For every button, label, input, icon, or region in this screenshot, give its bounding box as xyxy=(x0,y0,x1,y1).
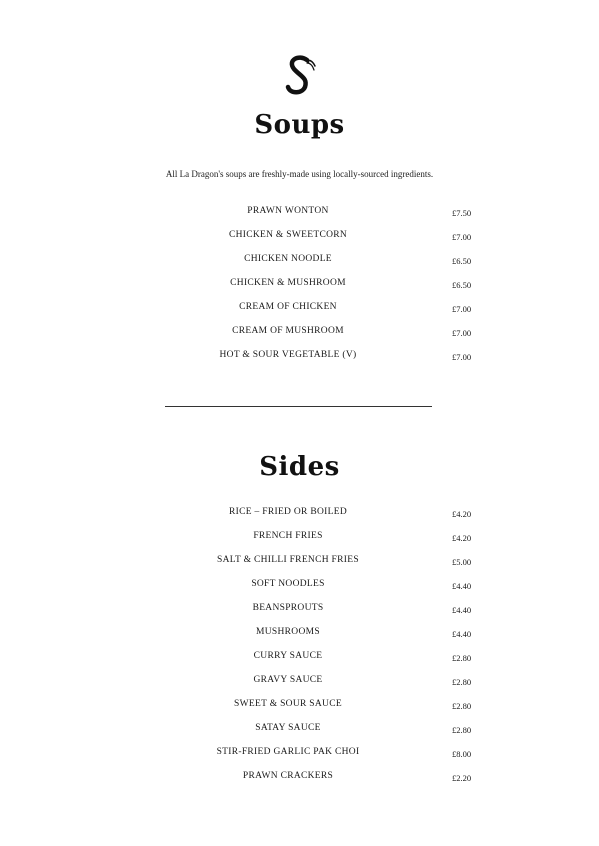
item-name: SALT & CHILLI FRENCH FRIES xyxy=(217,555,359,565)
menu-item-salt-chilli-fries xyxy=(0,554,599,578)
item-price: £7.00 xyxy=(452,304,472,314)
item-name: BEANSPROUTS xyxy=(252,603,324,613)
item-name: FRENCH FRIES xyxy=(253,531,323,541)
item-name: PRAWN CRACKERS xyxy=(242,771,334,781)
menu-item-chicken-noodle xyxy=(0,253,599,277)
item-name: CURRY SAUCE xyxy=(253,651,323,661)
item-name: CHICKEN & SWEETCORN xyxy=(228,230,348,240)
item-name: PRAWN WONTON xyxy=(247,206,329,216)
item-name: SOFT NOODLES xyxy=(251,579,325,589)
menu-item-cream-of-chicken xyxy=(0,301,599,325)
item-price: £8.00 xyxy=(452,749,472,759)
soups-heading: Soups xyxy=(254,110,345,140)
soups-menu-list xyxy=(0,205,599,373)
menu-item-gravy-sauce xyxy=(0,674,599,698)
item-price: £4.40 xyxy=(452,629,472,639)
sides-heading: Sides xyxy=(259,452,340,482)
menu-item-beansprouts xyxy=(0,602,599,626)
menu-item-mushrooms xyxy=(0,626,599,650)
item-price: £7.50 xyxy=(452,208,472,218)
section-divider xyxy=(165,406,432,407)
menu-item-rice xyxy=(0,506,599,530)
item-price: £2.80 xyxy=(452,677,472,687)
item-price: £4.20 xyxy=(452,509,472,519)
item-name: GRAVY SAUCE xyxy=(253,675,323,685)
item-price: £5.00 xyxy=(452,557,472,567)
sides-menu-list xyxy=(0,506,599,794)
menu-item-prawn-wonton xyxy=(0,205,599,229)
item-price: £7.00 xyxy=(452,328,472,338)
menu-item-curry-sauce xyxy=(0,650,599,674)
item-price: £4.40 xyxy=(452,605,472,615)
item-price: £4.20 xyxy=(452,533,472,543)
item-name: STIR-FRIED GARLIC PAK CHOI xyxy=(216,747,360,757)
item-name: SWEET & SOUR SAUCE xyxy=(234,699,342,709)
menu-item-chicken-mushroom xyxy=(0,277,599,301)
item-name: HOT & SOUR VEGETABLE (V) xyxy=(219,350,357,360)
item-price: £4.40 xyxy=(452,581,472,591)
item-price: £6.50 xyxy=(452,280,472,290)
item-name: CHICKEN & MUSHROOM xyxy=(230,278,346,288)
item-name: CHICKEN NOODLE xyxy=(244,254,332,264)
item-price: £2.20 xyxy=(452,773,472,783)
menu-item-hot-sour-vegetable xyxy=(0,349,599,373)
item-name: MUSHROOMS xyxy=(256,627,320,637)
menu-item-french-fries xyxy=(0,530,599,554)
menu-item-chicken-sweetcorn xyxy=(0,229,599,253)
item-name: SATAY SAUCE xyxy=(255,723,321,733)
menu-item-satay-sauce xyxy=(0,722,599,746)
dragon-logo-icon xyxy=(281,54,319,96)
item-price: £2.80 xyxy=(452,653,472,663)
item-name: CREAM OF CHICKEN xyxy=(239,302,337,312)
menu-item-cream-of-mushroom xyxy=(0,325,599,349)
item-price: £2.80 xyxy=(452,725,472,735)
item-price: £2.80 xyxy=(452,701,472,711)
menu-item-prawn-crackers xyxy=(0,770,599,794)
item-price: £7.00 xyxy=(452,352,472,362)
menu-item-garlic-pak-choi xyxy=(0,746,599,770)
item-name: CREAM OF MUSHROOM xyxy=(232,326,344,336)
item-price: £7.00 xyxy=(452,232,472,242)
item-name: RICE – FRIED OR BOILED xyxy=(229,507,347,517)
menu-item-sweet-sour-sauce xyxy=(0,698,599,722)
soups-intro-text: All La Dragon's soups are freshly-made using locally-sourced ingredients. xyxy=(165,169,434,179)
item-price: £6.50 xyxy=(452,256,472,266)
menu-item-soft-noodles xyxy=(0,578,599,602)
